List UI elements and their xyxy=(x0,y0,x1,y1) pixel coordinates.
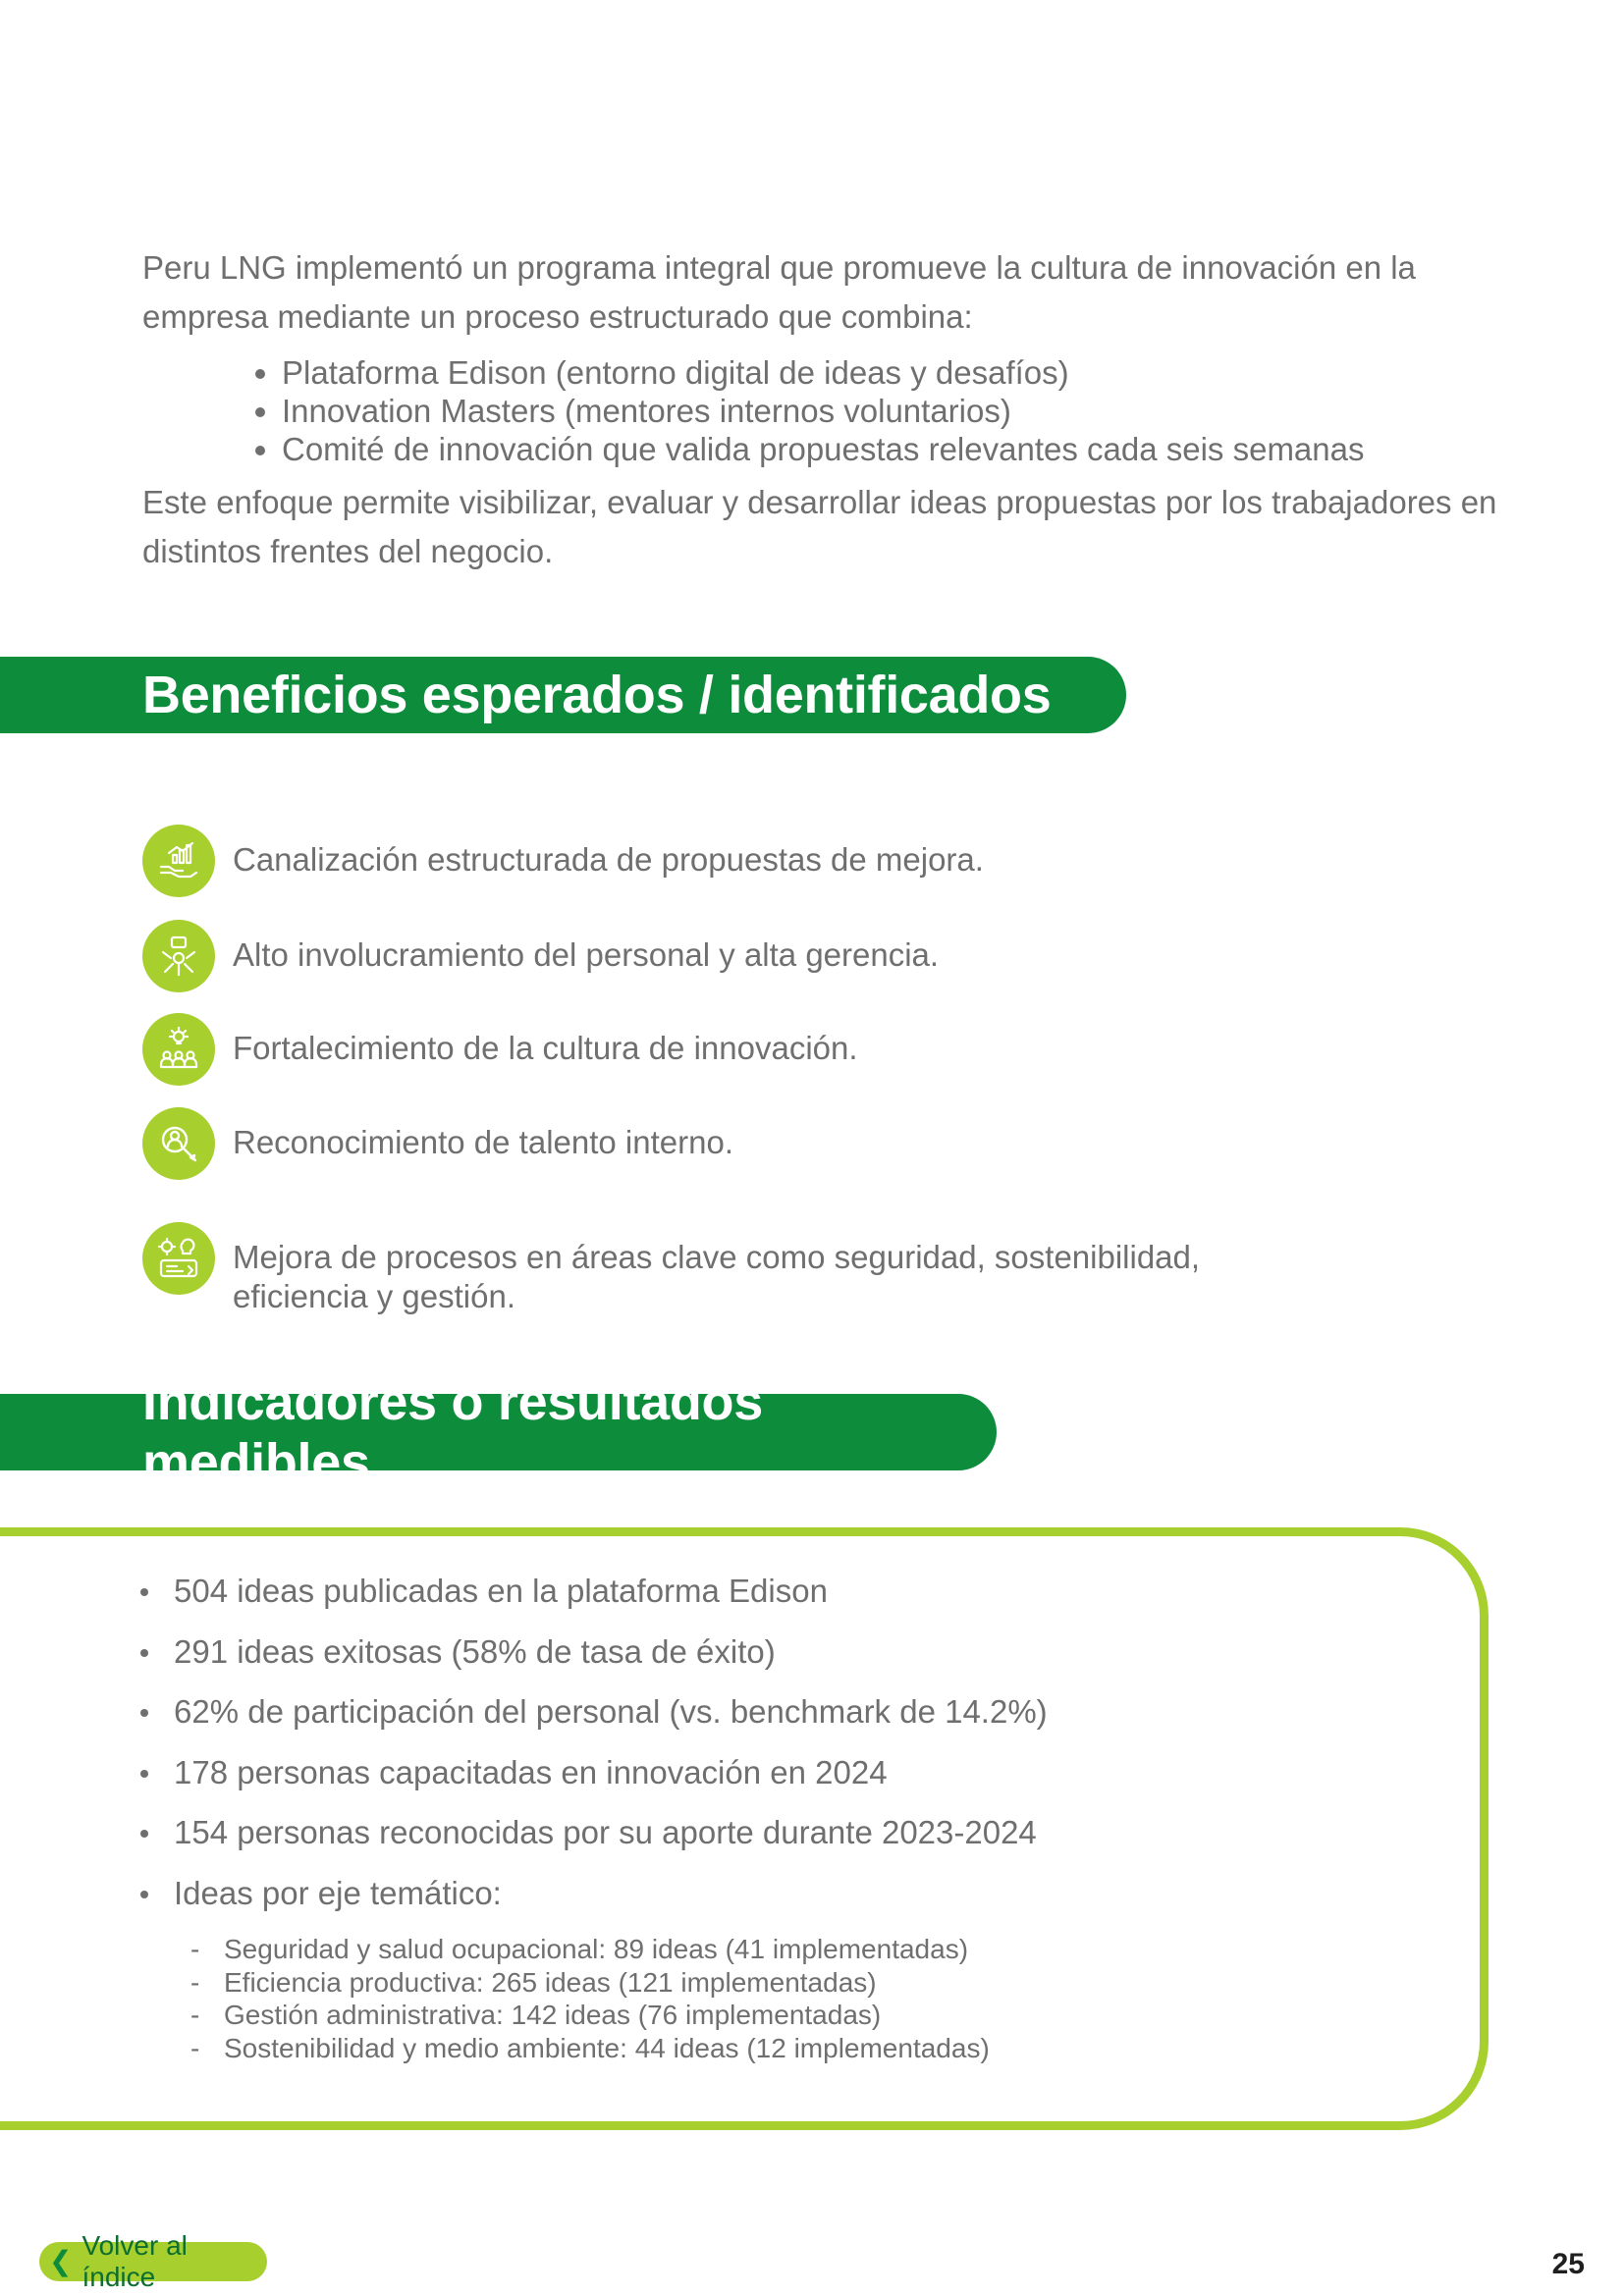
talent-search-icon xyxy=(142,1107,215,1180)
list-item: Ideas por eje temático: xyxy=(174,1863,1412,1924)
benefit-item xyxy=(142,920,1313,992)
list-item: 62% de participación del personal (vs. benchmark de 14.2%) xyxy=(174,1682,1412,1742)
chevron-left-icon: ❮ xyxy=(49,2246,73,2276)
idea-team-icon xyxy=(142,1013,215,1086)
growth-chart-hand-icon xyxy=(142,825,215,897)
results-list-section xyxy=(135,1561,1412,2064)
benefit-item xyxy=(142,825,1313,897)
list-item: - Gestión administrativa: 142 ideas (76 implementadas) xyxy=(224,1999,1412,2032)
intro-section xyxy=(142,243,1507,576)
list-item: - Seguridad y salud ocupacional: 89 ideas (41 implementadas) xyxy=(224,1933,1412,1966)
list-item: • Comité de innovación que valida propuestas relevantes cada seis semanas xyxy=(282,430,1507,468)
benefit-text: Fortalecimiento de la cultura de innovación. xyxy=(233,1030,858,1066)
list-item: 504 ideas publicadas en la plataforma Edison xyxy=(174,1561,1412,1622)
list-item: - Eficiencia productiva: 265 ideas (121 implementadas) xyxy=(224,1966,1412,2000)
intro-bullet-list xyxy=(142,353,1507,468)
page-number: 25 xyxy=(1551,2248,1585,2280)
benefit-text: Reconocimiento de talento interno. xyxy=(233,1124,733,1160)
benefit-text: Canalización estructurada de propuestas de mejora. xyxy=(233,841,984,878)
section-header-benefits xyxy=(0,657,1126,733)
list-item: • Innovation Masters (mentores internos voluntarios) xyxy=(282,392,1507,430)
team-hands-icon xyxy=(142,920,215,992)
list-item: 154 personas reconocidas por su aporte durante 2023-2024 xyxy=(174,1802,1412,1863)
back-to-index-button[interactable] xyxy=(39,2230,267,2292)
list-item: 291 ideas exitosas (58% de tasa de éxito) xyxy=(174,1622,1412,1682)
list-item: - Sostenibilidad y medio ambiente: 44 ideas (12 implementadas) xyxy=(224,2032,1412,2065)
section-title: Indicadores o resultados medibles xyxy=(142,1372,763,1492)
section-title: Beneficios esperados / identificados xyxy=(142,666,1052,724)
process-idea-icon xyxy=(142,1222,215,1295)
benefit-text: Mejora de procesos en áreas clave como seguridad, sostenibilidad, eficiencia y gestión. xyxy=(233,1239,1201,1314)
intro-paragraph: Peru LNG implementó un programa integral que promueve la cultura de innovación en la empresa mediante un proceso estructurado que combina: xyxy=(142,249,1416,335)
benefit-item xyxy=(142,1013,1313,1086)
benefit-text: Alto involucramiento del personal y alta gerencia. xyxy=(233,936,940,973)
intro-paragraph-2: Este enfoque permite visibilizar, evaluar y desarrollar ideas propuestas por los trabajadores en distintos frentes del negocio. xyxy=(142,484,1497,569)
back-to-index-label: Volver al índice xyxy=(81,2230,188,2292)
list-item: • Plataforma Edison (entorno digital de ideas y desafíos) xyxy=(282,353,1507,392)
ideas-by-theme-list xyxy=(135,1933,1412,2064)
benefit-item xyxy=(142,1222,1313,1316)
results-list xyxy=(135,1561,1412,1923)
list-item: 178 personas capacitadas en innovación en 2024 xyxy=(174,1742,1412,1803)
benefit-item xyxy=(142,1107,1313,1180)
section-header-results xyxy=(0,1372,997,1492)
